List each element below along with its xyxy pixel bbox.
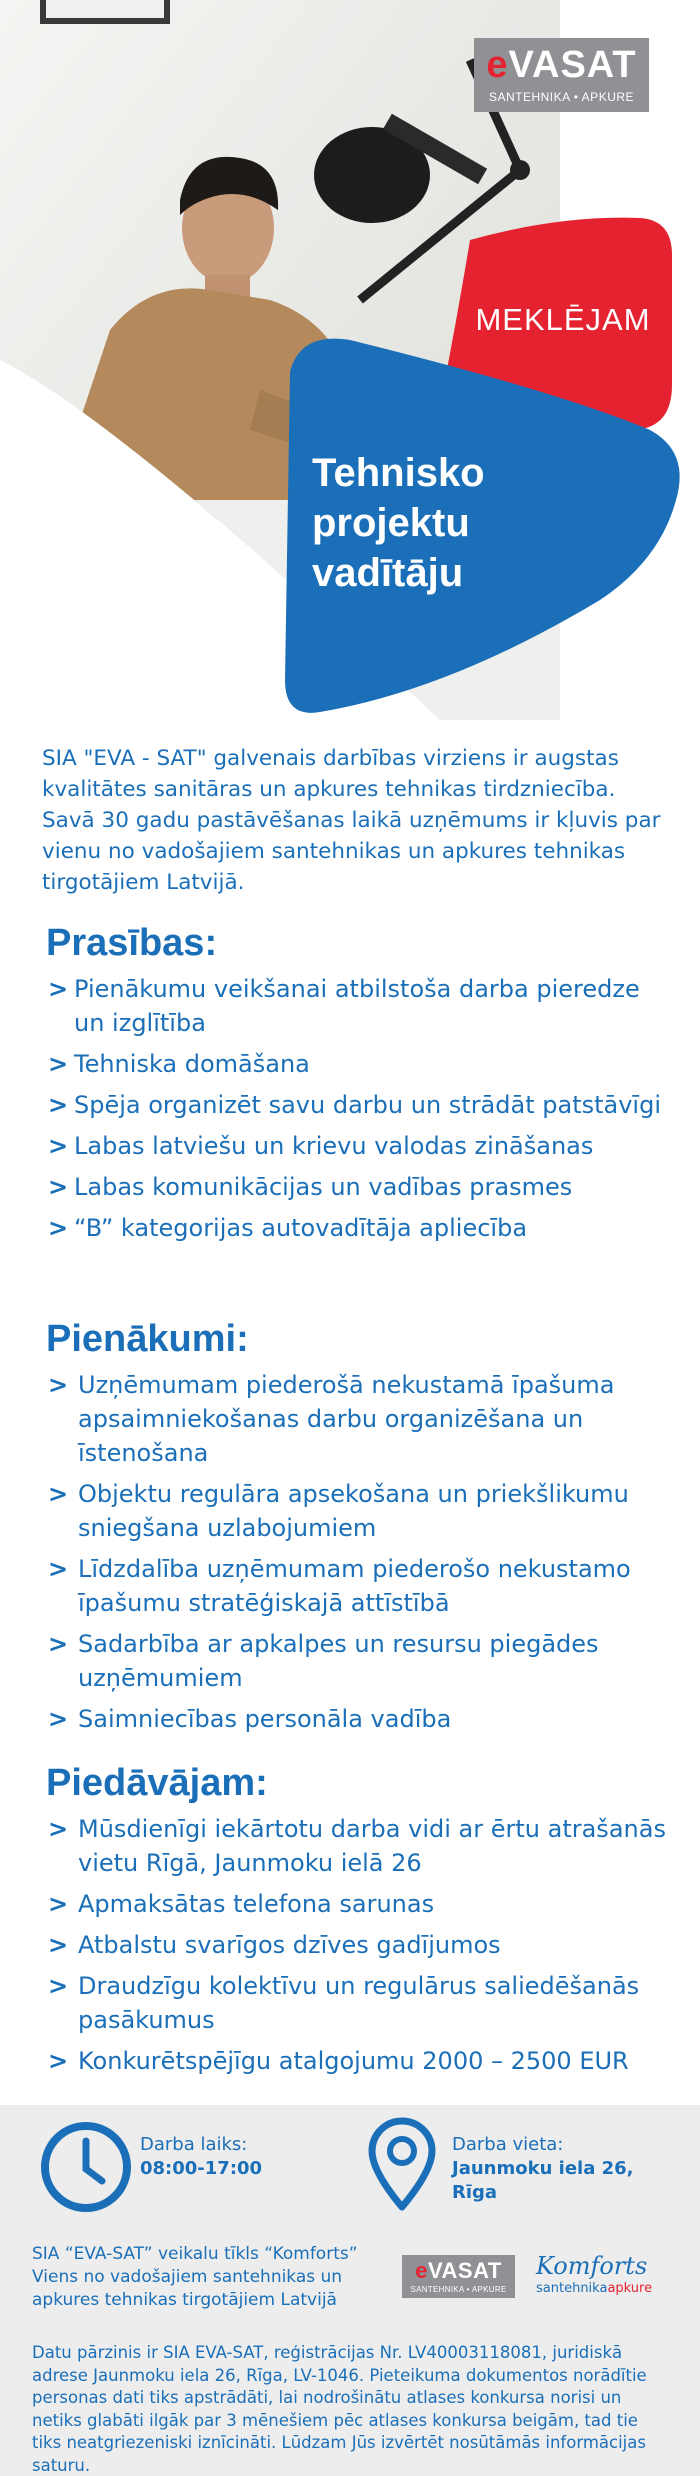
- list-item: [46, 1928, 676, 1962]
- list-item-text: Draudzīgu kolektīvu un regulārus saliedēšanās pasākumus: [78, 1972, 640, 2034]
- work-location: [452, 2133, 634, 2205]
- chevron-right-icon: >: [48, 1555, 69, 1583]
- offer-list: [46, 1812, 676, 2078]
- list-item-text: Labas latviešu un krievu valodas zināšanas: [74, 1132, 594, 1160]
- list-item-text: Objektu regulāra apsekošana un priekšlikumu sniegšana uzlabojumiem: [78, 1480, 629, 1542]
- chevron-right-icon: >: [48, 1091, 69, 1119]
- hero-banner: [0, 0, 700, 720]
- list-item-text: Tehniska domāšana: [74, 1050, 310, 1078]
- komforts-sub-apkure: apkure: [607, 2281, 653, 2296]
- duties-section: [46, 1316, 676, 1743]
- footer: [0, 2105, 700, 2476]
- chevron-right-icon: >: [48, 1173, 69, 1201]
- work-location-city: Rīga: [452, 2182, 498, 2203]
- work-location-label: Darba vieta:: [452, 2134, 564, 2155]
- intro-paragraph: SIA "EVA - SAT" galvenais darbības virziens ir augstas kvalitātes sanitāras un apkures tehnikas tirdzniecība. Savā 30 gadu pastāvēšanas laikā uzņēmums ir kļuvis par vienu no vadošajiem santehnikas un apkures tehnikas tirgotājiem Latvijā.: [42, 746, 661, 895]
- hero-title-line: vadītāju: [312, 551, 464, 595]
- list-item-text: Saimniecības personāla vadība: [78, 1705, 452, 1733]
- list-item: [46, 1129, 676, 1163]
- chevron-right-icon: >: [48, 975, 69, 1003]
- chevron-right-icon: >: [48, 1705, 69, 1733]
- logo-brand-prefix: e: [415, 2258, 428, 2283]
- list-item: [46, 1088, 676, 1122]
- requirements-title: Prasības:: [46, 922, 218, 964]
- komforts-sub-santehnika: santehnika: [536, 2281, 608, 2296]
- chevron-right-icon: >: [48, 1630, 69, 1658]
- hero-title-line: Tehnisko: [312, 451, 485, 495]
- eva-sat-logo: [474, 38, 649, 112]
- chevron-right-icon: >: [48, 1815, 69, 1843]
- description-line: apkures tehnikas tirgotājiem Latvijā: [32, 2290, 337, 2310]
- komforts-subtitle: [536, 2281, 666, 2297]
- logo-brand-name: VASAT: [427, 2258, 502, 2283]
- list-item: [46, 1368, 676, 1470]
- list-item: [46, 1887, 676, 1921]
- list-item: [46, 1969, 676, 2037]
- chevron-right-icon: >: [48, 1214, 69, 1242]
- list-item-text: Mūsdienīgi iekārtotu darba vidi ar ērtu atrašanās vietu Rīgā, Jaunmoku ielā 26: [78, 1815, 666, 1877]
- list-item: [46, 1211, 676, 1245]
- logo-brand-name: VASAT: [508, 44, 637, 86]
- komforts-name: Komforts: [536, 2252, 648, 2280]
- list-item: [46, 1170, 676, 1204]
- clock-icon: [40, 2121, 132, 2213]
- logo-tagline: SANTEHNIKA • APKURE: [410, 2285, 507, 2294]
- hero-title-line: projektu: [312, 501, 470, 545]
- list-item: [46, 2044, 676, 2078]
- eva-sat-logo-small: [402, 2255, 515, 2298]
- duties-title: Pienākumi:: [46, 1318, 249, 1360]
- chevron-right-icon: >: [48, 1371, 69, 1399]
- hero-title: [312, 448, 632, 598]
- logo-brand-prefix: e: [486, 44, 509, 86]
- chevron-right-icon: >: [48, 1931, 69, 1959]
- requirements-section: [46, 920, 676, 1252]
- list-item-text: Konkurētspējīgu atalgojumu 2000 – 2500 EUR: [78, 2047, 629, 2075]
- komforts-description: [32, 2243, 392, 2312]
- list-item-text: Apmaksātas telefona sarunas: [78, 1890, 435, 1918]
- chevron-right-icon: >: [48, 1890, 69, 1918]
- list-item-text: Spēja organizēt savu darbu un strādāt patstāvīgi: [74, 1091, 661, 1119]
- list-item: [46, 1702, 676, 1736]
- chevron-right-icon: >: [48, 1480, 69, 1508]
- list-item-text: Pienākumu veikšanai atbilstoša darba pieredze un izglītība: [74, 975, 640, 1037]
- chevron-right-icon: >: [48, 1972, 69, 2000]
- list-item-text: Līdzdalība uzņēmumam piederošo nekustamo īpašumu stratēģiskajā attīstībā: [78, 1555, 631, 1617]
- offer-section: [46, 1760, 676, 2085]
- list-item: [46, 1552, 676, 1620]
- list-item: [46, 1047, 676, 1081]
- offer-title: Piedāvājam:: [46, 1762, 268, 1804]
- work-location-value: Jaunmoku iela 26,: [452, 2158, 634, 2179]
- hero-tag: MEKLĒJAM: [475, 302, 651, 337]
- description-line: Viens no vadošajiem santehnikas un: [32, 2267, 343, 2287]
- list-item: [46, 1477, 676, 1545]
- working-hours-label: Darba laiks:: [140, 2134, 248, 2155]
- chevron-right-icon: >: [48, 2047, 69, 2075]
- legal-notice: Datu pārzinis ir SIA EVA-SAT, reģistrācijas Nr. LV40003118081, juridiskā adrese Jaunmoku iela 26, Rīga, LV-1046. Pieteikuma dokumentos norādītie personas dati tiks apstrādāti, lai nodrošinātu atlases konkursa norisi un netiks glabāti ilgāk par 3 mēnešiem pēc atlases konkursa beigām, tad tie tiks neatgriezeniski iznīcināti. Lūdzam Jūs izvērtēt nosūtāmās informācijas saturu.: [32, 2343, 647, 2475]
- list-item-text: “B” kategorijas autovadītāja apliecība: [74, 1214, 528, 1242]
- komforts-logo: [536, 2251, 666, 2297]
- list-item-text: Uzņēmumam piederošā nekustamā īpašuma apsaimniekošanas darbu organizēšana un īstenošana: [78, 1371, 615, 1467]
- working-hours-value: 08:00-17:00: [140, 2158, 263, 2179]
- list-item-text: Sadarbība ar apkalpes un resursu piegādes uzņēmumiem: [78, 1630, 599, 1692]
- chevron-right-icon: >: [48, 1050, 69, 1078]
- description-line: SIA “EVA-SAT” veikalu tīkls “Komforts”: [32, 2244, 358, 2264]
- list-item: [46, 1812, 676, 1880]
- duties-list: [46, 1368, 676, 1736]
- location-pin-icon: [366, 2117, 438, 2213]
- requirements-list: [46, 972, 676, 1245]
- working-hours: [140, 2133, 262, 2181]
- list-item: [46, 1627, 676, 1695]
- logo-tagline: SANTEHNIKA • APKURE: [488, 90, 635, 104]
- list-item-text: Labas komunikācijas un vadības prasmes: [74, 1173, 573, 1201]
- list-item: [46, 972, 676, 1040]
- chevron-right-icon: >: [48, 1132, 69, 1160]
- list-item-text: Atbalstu svarīgos dzīves gadījumos: [78, 1931, 501, 1959]
